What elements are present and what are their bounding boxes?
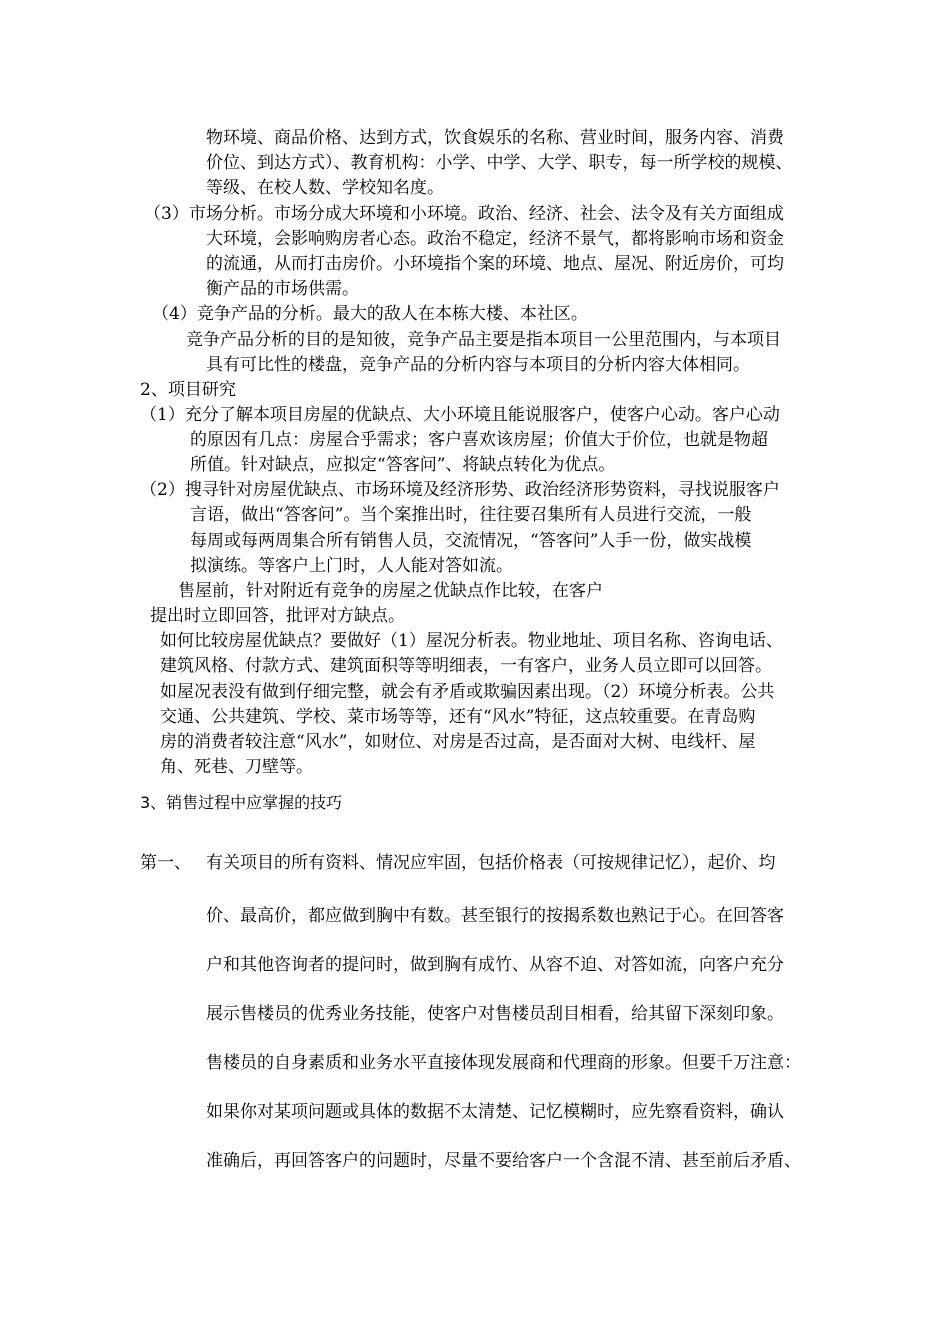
text-line: 言语，做出“答客问”。当个案推出时，往往要召集所有人员进行交流，一般 <box>190 505 752 525</box>
text-line: 角、死巷、刀壁等。 <box>160 757 313 777</box>
text-line: 交通、公共建筑、学校、菜市场等等，还有“风水”特征，这点较重要。在青岛购 <box>160 707 756 727</box>
text-line: 所值。针对缺点，应拟定“答客问”、将缺点转化为优点。 <box>190 455 616 475</box>
text-line: 竞争产品分析的目的是知彼，竞争产品主要是指本项目一公里范围内，与本项目 <box>186 330 781 350</box>
text-line: 有关项目的所有资料、情况应牢固，包括价格表（可按规律记忆），起价、均 <box>206 853 776 873</box>
text-line: （1）充分了解本项目房屋的优缺点、大小环境且能说服客户，使客户心动。客户心动 <box>140 405 780 425</box>
text-line: 建筑风格、付款方式、建筑面积等等明细表，一有客户，业务人员立即可以回答。 <box>160 656 772 676</box>
text-line: 展示售楼员的优秀业务技能，使客户对售楼员刮目相看，给其留下深刻印象。 <box>206 1004 784 1024</box>
text-line: （2）搜寻针对房屋优缺点、市场环境及经济形势、政治经济形势资料，寻找说服客户 <box>140 480 780 500</box>
text-line: 的流通，从而打击房价。小环境指个案的环境、地点、屋况、附近房价，可均 <box>206 254 784 274</box>
text-line: 物环境、商品价格、达到方式，饮食娱乐的名称、营业时间，服务内容、消费 <box>206 128 784 148</box>
text-line: 提出时立即回答，批评对方缺点。 <box>150 606 405 626</box>
text-line: 拟演练。等客户上门时，人人能对答如流。 <box>190 556 513 576</box>
text-line: 大环境，会影响购房者心态。政治不稳定，经济不景气，都将影响市场和资金 <box>206 229 784 249</box>
text-line: 价位、到达方式）、教育机构：小学、中学、大学、职专，每一所学校的规模、 <box>206 153 793 173</box>
text-line: 房的消费者较注意“风水”，如财位、对房是否过高，是否面对大树、电线杆、屋 <box>160 732 756 752</box>
text-line: 价、最高价，都应做到胸中有数。甚至银行的按揭系数也熟记于心。在回答客 <box>206 906 784 926</box>
section-heading: 2、项目研究 <box>140 380 236 400</box>
item-label: 第一、 <box>140 853 191 873</box>
text-line: 售楼员的自身素质和业务水平直接体现发展商和代理商的形象。但要千万注意： <box>206 1053 801 1073</box>
text-line: 具有可比性的楼盘，竞争产品的分析内容与本项目的分析内容大体相同。 <box>206 355 750 375</box>
text-line: 户和其他咨询者的提问时，做到胸有成竹、从容不迫、对答如流，向客户充分 <box>206 955 784 975</box>
text-line: （3）市场分析。市场分成大环境和小环境。政治、经济、社会、法令及有关方面组成 <box>144 204 784 224</box>
text-line: 准确后，再回答客户的问题时，尽量不要给客户一个含混不清、甚至前后矛盾、 <box>206 1151 801 1171</box>
text-line: 售屋前，针对附近有竞争的房屋之优缺点作比较，在客户 <box>178 581 603 601</box>
text-line: 如屋况表没有做到仔细完整，就会有矛盾或欺骗因素出现。（2）环境分析表。公共 <box>160 682 775 702</box>
text-line: 如果你对某项问题或具体的数据不太清楚、记忆模糊时，应先察看资料，确认 <box>206 1102 784 1122</box>
text-line: （4）竞争产品的分析。最大的敌人在本栋大楼、本社区。 <box>152 304 588 324</box>
text-line: 衡产品的市场供需。 <box>206 279 359 299</box>
text-line: 如何比较房屋优缺点？要做好（1）屋况分析表。物业地址、项目名称、咨询电话、 <box>160 631 783 651</box>
text-line: 的原因有几点：房屋合乎需求；客户喜欢该房屋；价值大于价位，也就是物超 <box>190 430 768 450</box>
text-line: 等级、在校人数、学校知名度。 <box>206 178 444 198</box>
section-heading: 3、销售过程中应掌握的技巧 <box>140 793 343 812</box>
text-line: 每周或每两周集合所有销售人员，交流情况，“答客问”人手一份，做实战模 <box>190 531 752 551</box>
